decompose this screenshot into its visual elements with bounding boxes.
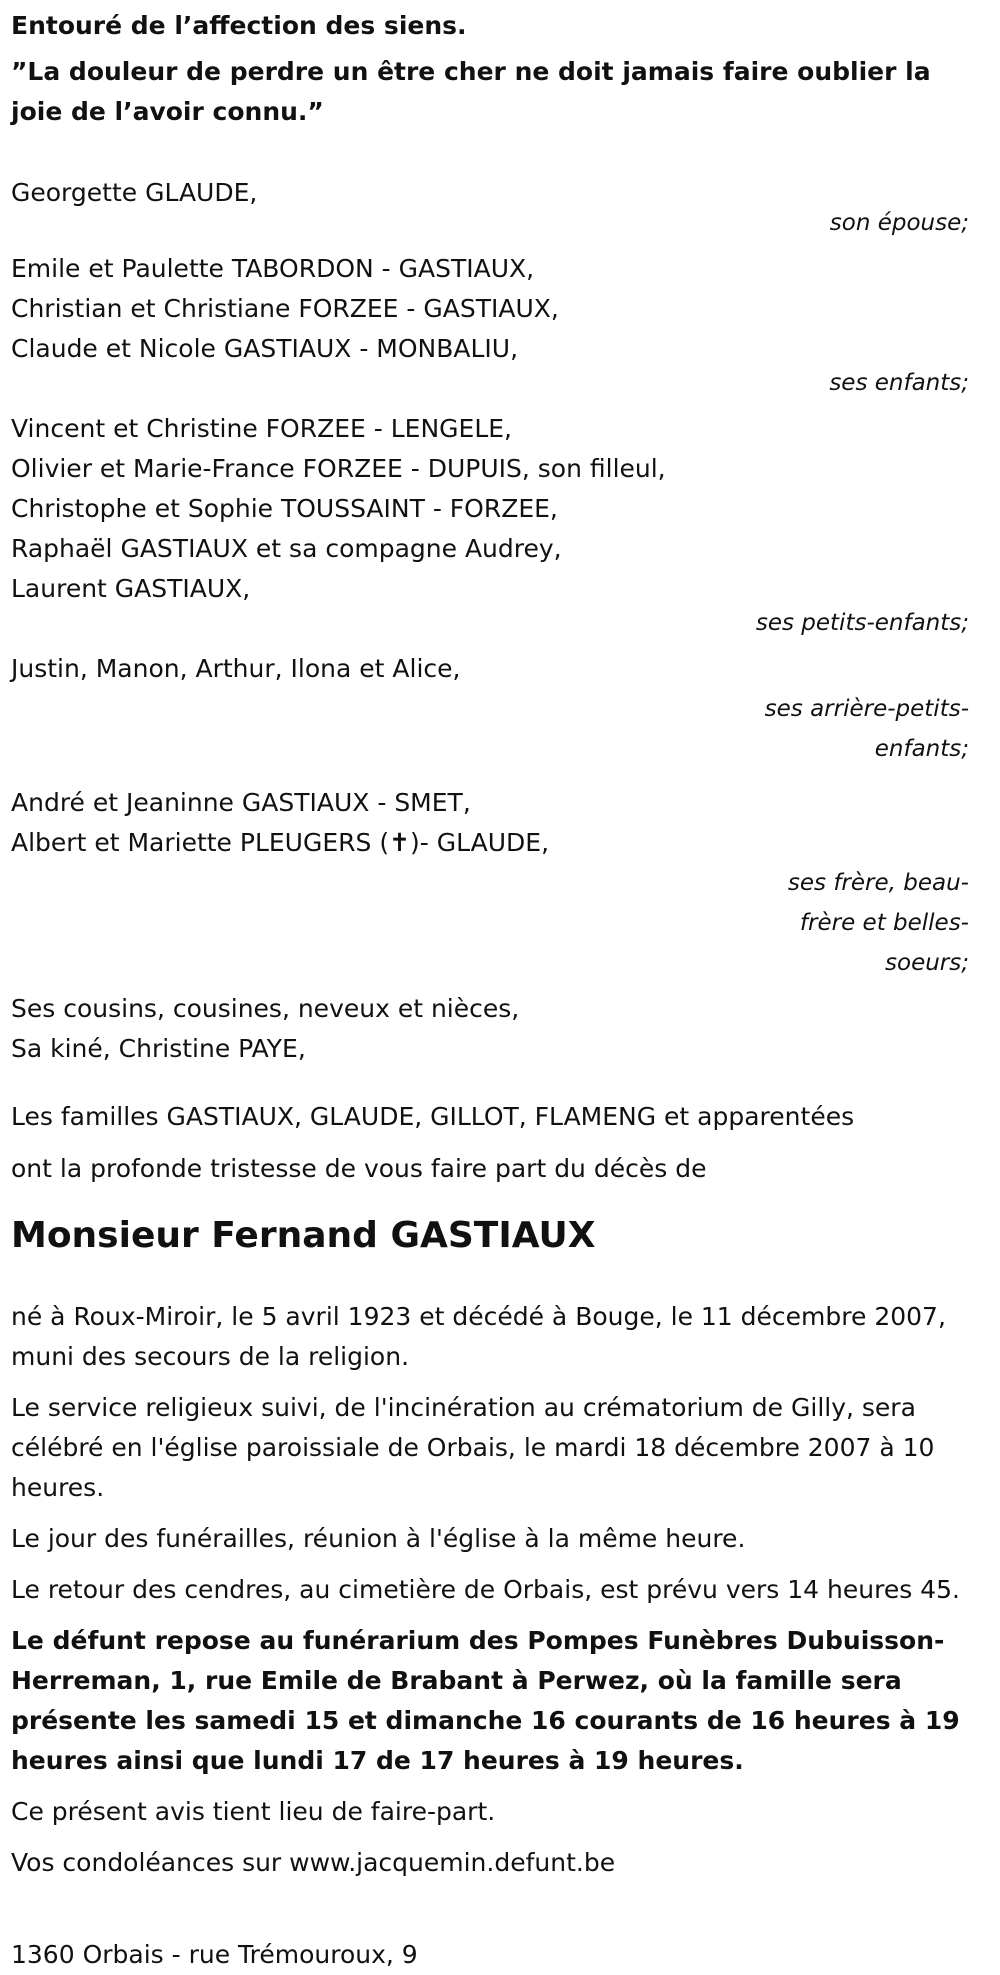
family-list xyxy=(11,173,969,1069)
family-name: Laurent GASTIAUX, xyxy=(11,574,251,603)
condolences-info: Vos condoléances sur www.jacquemin.defunt.be xyxy=(11,1848,616,1877)
family-role: son épouse; xyxy=(829,210,969,236)
intro-quote: ”La douleur de perdre un être cher ne doit jamais faire oublier la joie de l’avoir connu.” xyxy=(11,57,931,126)
intro xyxy=(11,6,969,132)
other-line: Ses cousins, cousines, neveux et nièces, xyxy=(11,994,520,1023)
meeting-info: Le jour des funérailles, réunion à l'église à la même heure. xyxy=(11,1524,746,1553)
family-group-spouse xyxy=(11,173,969,243)
notice-info: Ce présent avis tient lieu de faire-part. xyxy=(11,1797,496,1826)
family-role: ses arrière-petits-enfants; xyxy=(764,696,969,762)
family-name: Emile et Paulette TABORDON - GASTIAUX, xyxy=(11,254,535,283)
service-info: Le service religieux suivi, de l'incinération au crématorium de Gilly, sera célébré en l'église paroissiale de Orbais, le mardi 18 décembre 2007 à 10 heures. xyxy=(11,1393,935,1502)
family-name: Christian et Christiane FORZEE - GASTIAUX, xyxy=(11,294,559,323)
details xyxy=(11,1297,969,1883)
family-name: Olivier et Marie-France FORZEE - DUPUIS, son filleul, xyxy=(11,454,666,483)
intro-line: Entouré de l’affection des siens. xyxy=(11,11,467,40)
family-name: Georgette GLAUDE, xyxy=(11,178,258,207)
family-name: Justin, Manon, Arthur, Ilona et Alice, xyxy=(11,654,461,683)
other-line: Sa kiné, Christine PAYE, xyxy=(11,1034,306,1063)
family-name: Albert et Mariette PLEUGERS (✝)- GLAUDE, xyxy=(11,828,550,857)
address: 1360 Orbais - rue Trémouroux, 9 xyxy=(11,1940,418,1969)
ashes-info: Le retour des cendres, au cimetière de Orbais, est prévu vers 14 heures 45. xyxy=(11,1575,960,1604)
announcement-line: Les familles GASTIAUX, GLAUDE, GILLOT, FLAMENG et apparentées xyxy=(11,1102,855,1131)
deceased-name: Monsieur Fernand GASTIAUX xyxy=(11,1215,596,1256)
family-group-siblings xyxy=(11,783,969,983)
family-name: André et Jeaninne GASTIAUX - SMET, xyxy=(11,788,471,817)
other-relatives xyxy=(11,989,969,1069)
family-role: ses frère, beau-frère et belles-soeurs; xyxy=(787,870,969,976)
family-group-children xyxy=(11,249,969,403)
birth-death-info: né à Roux-Miroir, le 5 avril 1923 et décédé à Bouge, le 11 décembre 2007, muni des secours de la religion. xyxy=(11,1302,946,1371)
visitation-info: Le défunt repose au funérarium des Pompes Funèbres Dubuisson-Herreman, 1, rue Emile de Brabant à Perwez, où la famille sera présente les samedi 15 et dimanche 16 courants de 16 heures à 19 heures ainsi que lundi 17 de 17 heures à 19 heures. xyxy=(11,1626,960,1775)
family-name: Raphaël GASTIAUX et sa compagne Audrey, xyxy=(11,534,562,563)
family-group-great-grandchildren xyxy=(11,649,969,769)
family-role: ses petits-enfants; xyxy=(755,610,969,636)
announcement-line: ont la profonde tristesse de vous faire part du décès de xyxy=(11,1154,707,1183)
family-role: ses enfants; xyxy=(829,370,969,396)
announcement xyxy=(11,1097,969,1189)
family-name: Claude et Nicole GASTIAUX - MONBALIU, xyxy=(11,334,519,363)
family-name: Vincent et Christine FORZEE - LENGELE, xyxy=(11,414,512,443)
family-name: Christophe et Sophie TOUSSAINT - FORZEE, xyxy=(11,494,558,523)
family-group-grandchildren xyxy=(11,409,969,643)
